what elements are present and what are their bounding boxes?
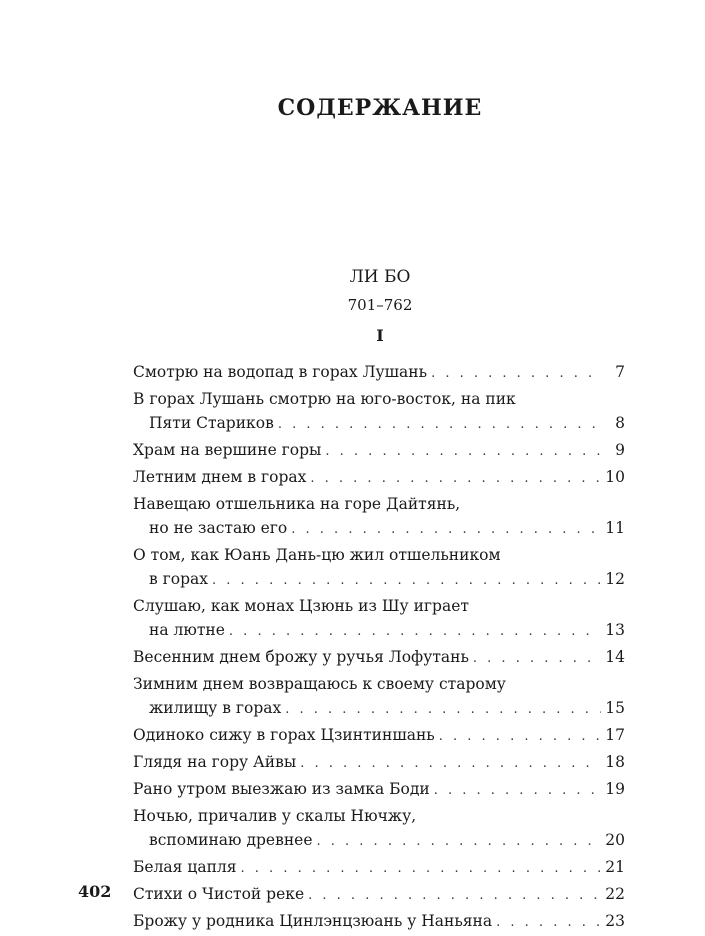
- dot-leader: [473, 647, 601, 671]
- dot-leader: [434, 779, 602, 803]
- toc-entry: [133, 594, 625, 644]
- toc-entry-title: Рано утром выезжаю из замка Боди: [133, 780, 430, 798]
- toc-page-number: 13: [605, 621, 625, 639]
- toc-line: [133, 696, 625, 722]
- toc-page-number: 17: [605, 726, 625, 744]
- toc-line: [133, 567, 625, 593]
- dot-leader: [496, 911, 601, 935]
- toc-entry-title: Стихи о Чистой реке: [133, 885, 305, 903]
- toc-entry-title: Пяти Стариков: [149, 414, 274, 432]
- toc-entry: [133, 750, 625, 776]
- toc-line: [133, 750, 625, 776]
- toc-line: [133, 855, 625, 881]
- dot-leader: [310, 467, 601, 491]
- toc-page-number: 11: [605, 519, 625, 537]
- toc-entry-title: Брожу у родника Цинлэнцзюань у Наньяна: [133, 912, 493, 930]
- toc-entry: [133, 360, 625, 386]
- toc-page-number: 10: [605, 468, 625, 486]
- toc-page-number: 15: [605, 699, 625, 717]
- toc-entry-title: В горах Лушань смотрю на юго-восток, на пик: [133, 390, 516, 408]
- toc-entry-title: Слушаю, как монах Цзюнь из Шу играет: [133, 597, 469, 615]
- toc-line: [133, 828, 625, 854]
- toc-entry: [133, 672, 625, 722]
- toc-entry-title: Одиноко сижу в горах Цзинтиншань: [133, 726, 435, 744]
- toc-entry-title: Смотрю на водопад в горах Лушань: [133, 363, 428, 381]
- toc-entry: [133, 777, 625, 803]
- toc-entry-title: на лютне: [149, 621, 225, 639]
- dot-leader: [431, 362, 603, 386]
- toc-page-number: 22: [605, 885, 625, 903]
- toc-entry-title: Храм на вершине горы: [133, 441, 322, 459]
- toc-page-number: 12: [605, 570, 625, 588]
- toc-entry-title: вспоминаю древнее: [149, 831, 313, 849]
- toc-line: [133, 672, 625, 696]
- toc-line: [133, 909, 625, 935]
- toc-entry-title: Белая цапля: [133, 858, 237, 876]
- toc-line: [133, 387, 625, 411]
- toc-line: [133, 594, 625, 618]
- toc-entry-title: Весенним днем брожу у ручья Лофутань: [133, 648, 469, 666]
- toc-page-number: 18: [605, 753, 625, 771]
- toc-line: [133, 723, 625, 749]
- toc-entry-title: в горах: [149, 570, 209, 588]
- toc-entry: [133, 387, 625, 437]
- dot-leader: [317, 830, 602, 854]
- toc-entry: [133, 543, 625, 593]
- toc-page-number: 8: [615, 414, 625, 432]
- toc-page-number: 21: [605, 858, 625, 876]
- dot-leader: [291, 518, 601, 542]
- toc-line: [133, 777, 625, 803]
- toc-entry-title: Навещаю отшельника на горе Дайтянь,: [133, 495, 461, 513]
- dot-leader: [212, 569, 601, 593]
- toc-page-number: 7: [615, 363, 625, 381]
- toc-line: [133, 492, 625, 516]
- toc-entry-title: Ночью, причалив у скалы Нючжу,: [133, 807, 417, 825]
- dot-leader: [229, 620, 601, 644]
- toc-page-number: 14: [605, 648, 625, 666]
- toc-line: [133, 438, 625, 464]
- toc-page-number: 19: [605, 780, 625, 798]
- toc-line: [133, 543, 625, 567]
- toc-page-number: 20: [605, 831, 625, 849]
- dot-leader: [285, 698, 601, 722]
- dot-leader: [325, 440, 603, 464]
- toc-entry: [133, 492, 625, 542]
- toc-entry: [133, 855, 625, 881]
- toc-line: [133, 411, 625, 437]
- toc-line: [133, 882, 625, 908]
- toc-entry: [133, 645, 625, 671]
- dot-leader: [241, 857, 602, 881]
- dot-leader: [278, 413, 603, 437]
- toc-page-number: 23: [605, 912, 625, 930]
- dot-leader: [439, 725, 602, 749]
- section-numeral: I: [376, 326, 384, 345]
- toc-entry: [133, 804, 625, 854]
- page-number: 402: [78, 882, 112, 901]
- dot-leader: [308, 884, 601, 908]
- page-title: СОДЕРЖАНИЕ: [277, 95, 483, 121]
- toc-line: [133, 804, 625, 828]
- toc-entry-title: жилищу в горах: [149, 699, 282, 717]
- toc-line: [133, 618, 625, 644]
- toc-entry-title: но не застаю его: [149, 519, 288, 537]
- dot-leader: [300, 752, 601, 776]
- toc-entry-title: Глядя на гору Айвы: [133, 753, 297, 771]
- toc-entry: [133, 723, 625, 749]
- toc-entry: [133, 438, 625, 464]
- author-name: ЛИ БО: [349, 267, 411, 287]
- toc-entry: [133, 882, 625, 908]
- toc-line: [133, 516, 625, 542]
- toc-line: [133, 645, 625, 671]
- table-of-contents: [133, 360, 625, 936]
- author-years: 701–762: [347, 296, 413, 314]
- toc-line: [133, 360, 625, 386]
- toc-entry-title: Зимним днем возвращаюсь к своему старому: [133, 675, 506, 693]
- toc-entry-title: Летним днем в горах: [133, 468, 307, 486]
- toc-line: [133, 465, 625, 491]
- toc-entry-title: О том, как Юань Дань-цю жил отшельником: [133, 546, 501, 564]
- toc-entry: [133, 465, 625, 491]
- toc-page-number: 9: [615, 441, 625, 459]
- toc-entry: [133, 909, 625, 935]
